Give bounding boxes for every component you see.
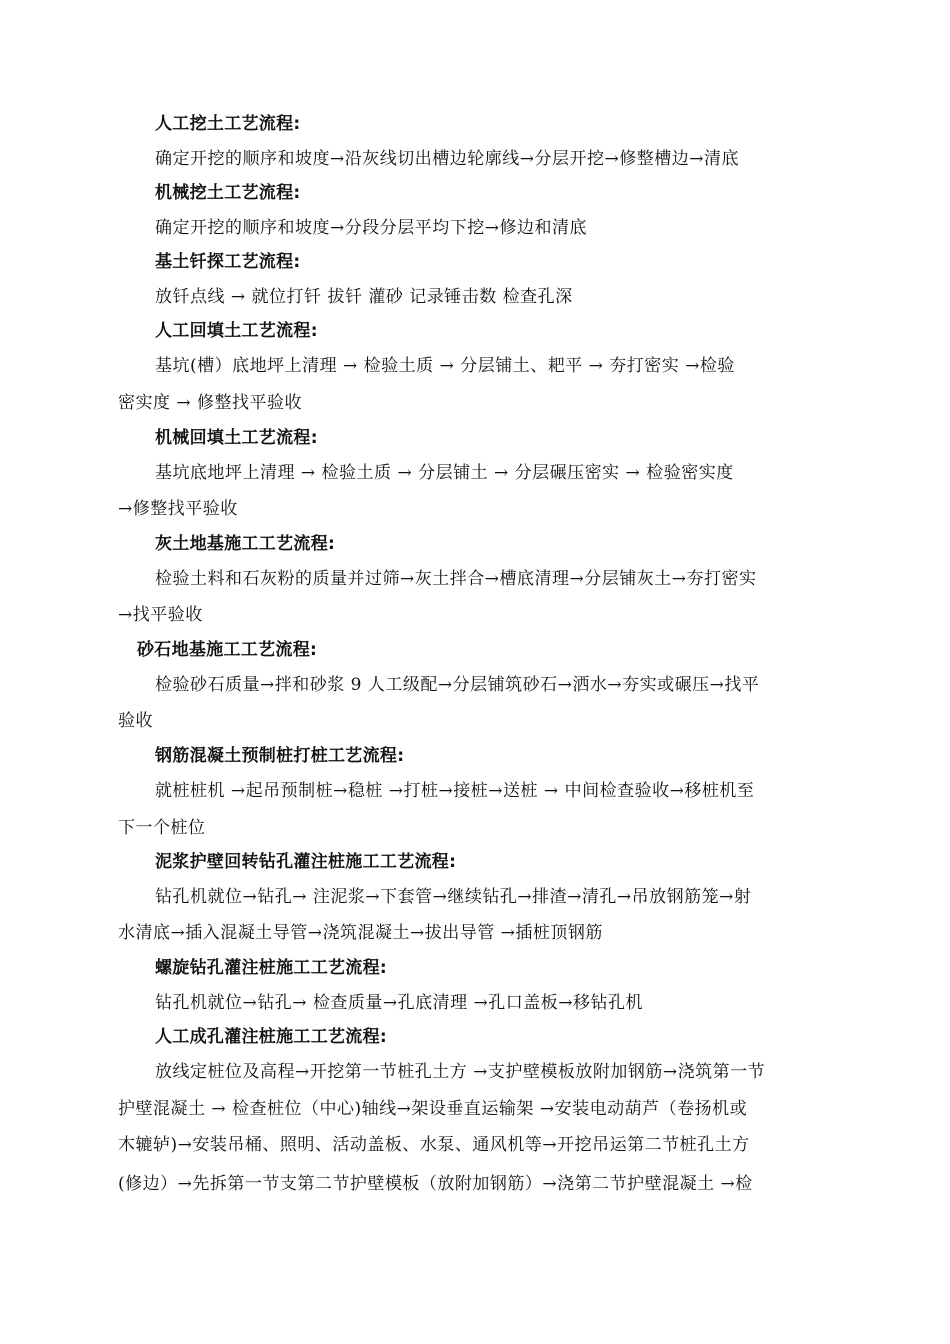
- process-line: 基坑底地坪上清理 → 检验土质 → 分层铺土 → 分层碾压密实 → 检验密实度: [155, 463, 734, 483]
- section-heading: 灰土地基施工工艺流程:: [155, 534, 336, 554]
- process-line: 放钎点线 → 就位打钎 拔钎 灌砂 记录锤击数 检查孔深: [155, 287, 573, 307]
- process-line: 下一个桩位: [118, 818, 206, 838]
- process-line: 就桩桩机 →起吊预制桩→稳桩 →打桩→接桩→送桩 → 中间检查验收→移桩机至: [155, 781, 755, 801]
- process-line: 放线定桩位及高程→开挖第一节桩孔土方 →支护壁模板放附加钢筋→浇筑第一节: [155, 1062, 766, 1082]
- section-heading: 机械挖土工艺流程:: [155, 183, 301, 203]
- section-heading: 泥浆护壁回转钻孔灌注桩施工工艺流程:: [155, 852, 457, 872]
- process-line: (修边）→先拆第一节支第二节护壁模板（放附加钢筋）→浇第二节护壁混凝土 →检: [118, 1174, 753, 1194]
- process-line: 基坑(槽）底地坪上清理 → 检验土质 → 分层铺土、耙平 → 夯打密实 →检验: [155, 356, 735, 376]
- process-line: →找平验收: [118, 605, 203, 625]
- process-line: 钻孔机就位→钻孔→ 注泥浆→下套管→继续钻孔→排渣→清孔→吊放钢筋笼→射: [155, 887, 752, 907]
- section-heading: 钢筋混凝土预制桩打桩工艺流程:: [155, 746, 405, 766]
- process-line: 检验砂石质量→拌和砂浆 9 人工级配→分层铺筑砂石→洒水→夯实或碾压→找平: [155, 675, 760, 695]
- process-line: 密实度 → 修整找平验收: [118, 393, 303, 413]
- process-line: 检验土料和石灰粉的质量并过筛→灰土拌合→槽底清理→分层铺灰土→夯打密实: [155, 569, 757, 589]
- section-heading: 砂石地基施工工艺流程:: [137, 640, 318, 660]
- section-heading: 人工成孔灌注桩施工工艺流程:: [155, 1027, 387, 1047]
- process-line: 护壁混凝土 → 检查桩位（中心)轴线→架设垂直运输架 →安装电动葫芦（卷扬机或: [118, 1099, 748, 1119]
- process-line: 确定开挖的顺序和坡度→沿灰线切出槽边轮廓线→分层开挖→修整槽边→清底: [155, 149, 739, 169]
- section-heading: 人工挖土工艺流程:: [155, 114, 301, 134]
- process-line: →修整找平验收: [118, 499, 238, 519]
- section-heading: 机械回填土工艺流程:: [155, 428, 318, 448]
- process-line: 验收: [118, 711, 153, 731]
- section-heading: 螺旋钻孔灌注桩施工工艺流程:: [155, 958, 387, 978]
- section-heading: 基土钎探工艺流程:: [155, 252, 301, 272]
- process-line: 木辘轳)→安装吊桶、照明、活动盖板、水泵、通风机等→开挖吊运第二节桩孔土方: [118, 1135, 750, 1155]
- process-line: 确定开挖的顺序和坡度→分段分层平均下挖→修边和清底: [155, 218, 587, 238]
- process-line: 水清底→插入混凝土导管→浇筑混凝土→拔出导管 →插桩顶钢筋: [118, 923, 603, 943]
- process-line: 钻孔机就位→钻孔→ 检查质量→孔底清理 →孔口盖板→移钻孔机: [155, 993, 644, 1013]
- section-heading: 人工回填土工艺流程:: [155, 321, 318, 341]
